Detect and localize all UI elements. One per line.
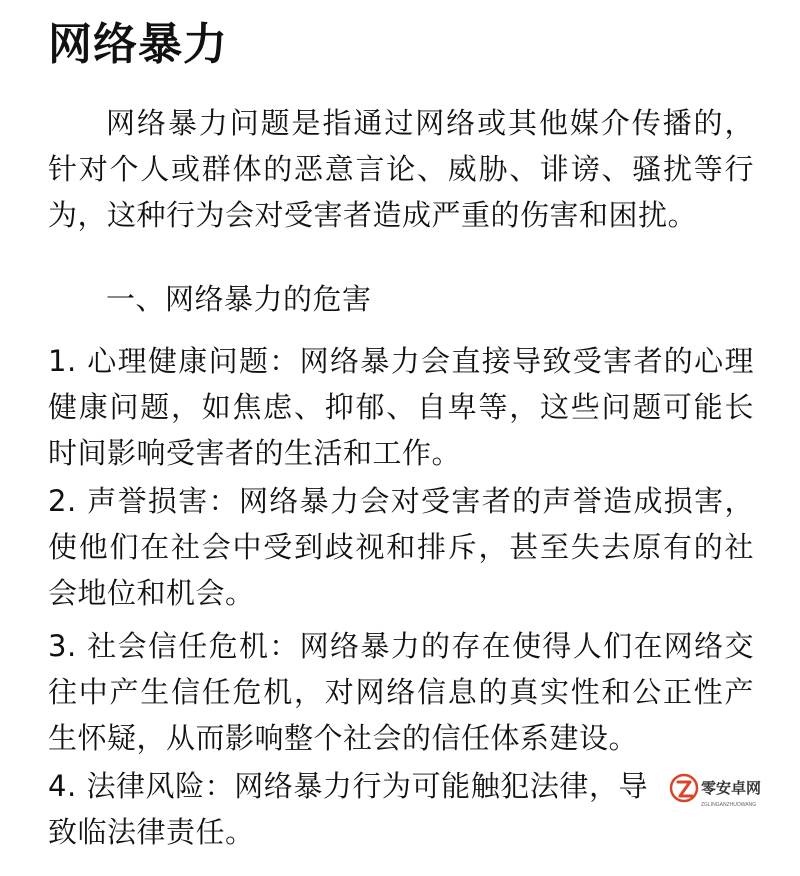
list-item: 1. 心理健康问题：网络暴力会直接导致受害者的心理健康问题，如焦虑、抑郁、自卑等，这些问题可能长时间影响受害者的生活和工作。: [48, 344, 754, 470]
section-heading: 一、网络暴力的危害: [106, 282, 372, 316]
list-item: 2. 声誉损害：网络暴力会对受害者的声誉造成损害，使他们在社会中受到歧视和排斥，甚至失去原有的社会地位和机会。: [48, 484, 754, 610]
brand-mark-icon: [671, 775, 697, 801]
list-item: 3. 社会信任危机：网络暴力的存在使得人们在网络交往中产生信任危机，对网络信息的真实性和公正性产生怀疑，从而影响整个社会的信任体系建设。: [48, 629, 754, 755]
list-item: 4. 法律风险：网络暴力行为可能触犯法律，导致临法律责任。: [48, 769, 648, 849]
watermark-brand: 零安卓网: [701, 781, 762, 797]
watermark-logo: [668, 768, 768, 812]
page-title: 网络暴力: [48, 19, 228, 70]
watermark-url: ZGLINGANZHUOWANG: [701, 802, 757, 808]
intro-paragraph: 网络暴力问题是指通过网络或其他媒介传播的，针对个人或群体的恶意言论、威胁、诽谤、骚扰等行为，这种行为会对受害者造成严重的伤害和困扰。: [48, 106, 754, 232]
